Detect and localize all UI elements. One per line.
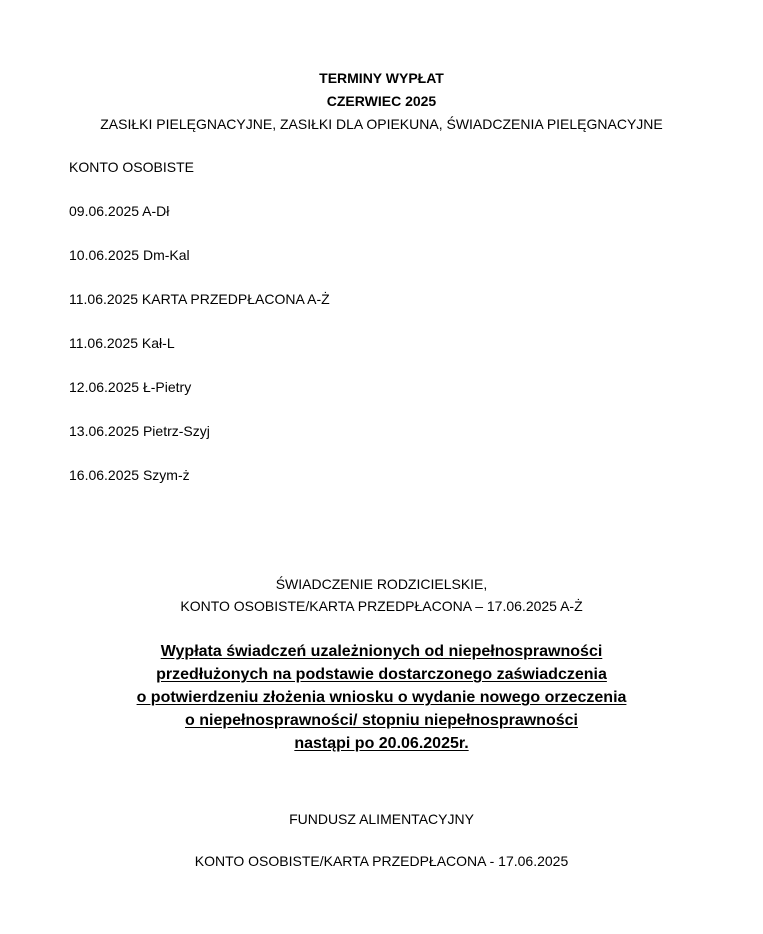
parental-benefit-heading: ŚWIADCZENIE RODZICIELSKIE, (275, 576, 488, 592)
payment-date-entry: 11.06.2025 KARTA PRZEDPŁACONA A-Ż (69, 291, 330, 307)
payment-date-entry: 11.06.2025 Kał-L (69, 335, 175, 351)
notice-line: przedłużonych na podstawie dostarczonego zaświadczenia (156, 666, 607, 683)
document-month: CZERWIEC 2025 (326, 93, 437, 109)
payment-date-entry: 12.06.2025 Ł-Pietry (69, 379, 192, 395)
document-title: TERMINY WYPŁAT (319, 70, 444, 86)
disability-benefit-notice (0, 640, 763, 755)
notice-line: nastąpi po 20.06.2025r. (294, 735, 469, 752)
personal-account-heading: KONTO OSOBISTE (69, 159, 194, 175)
payment-date-entry: 10.06.2025 Dm-Kal (69, 247, 190, 263)
notice-line: o niepełnosprawności/ stopniu niepełnosprawności (185, 712, 578, 729)
benefit-types-subtitle: ZASIŁKI PIELĘGNACYJNE, ZASIŁKI DLA OPIEKUNA, ŚWIADCZENIA PIELĘGNACYJNE (100, 116, 663, 132)
notice-line: o potwierdzeniu złożenia wniosku o wydanie nowego orzeczenia (136, 689, 627, 706)
parental-benefit-detail: KONTO OSOBISTE/KARTA PRZEDPŁACONA – 17.06.2025 A-Ż (180, 598, 583, 614)
payment-date-entry: 16.06.2025 Szym-ż (69, 467, 190, 483)
alimony-fund-heading: FUNDUSZ ALIMENTACYJNY (289, 811, 474, 827)
payment-date-entry: 13.06.2025 Pietrz-Szyj (69, 423, 210, 439)
notice-line: Wypłata świadczeń uzależnionych od niepełnosprawności (160, 643, 603, 660)
alimony-fund-detail: KONTO OSOBISTE/KARTA PRZEDPŁACONA - 17.06.2025 (194, 853, 569, 869)
payment-date-entry: 09.06.2025 A-Dł (69, 203, 170, 219)
